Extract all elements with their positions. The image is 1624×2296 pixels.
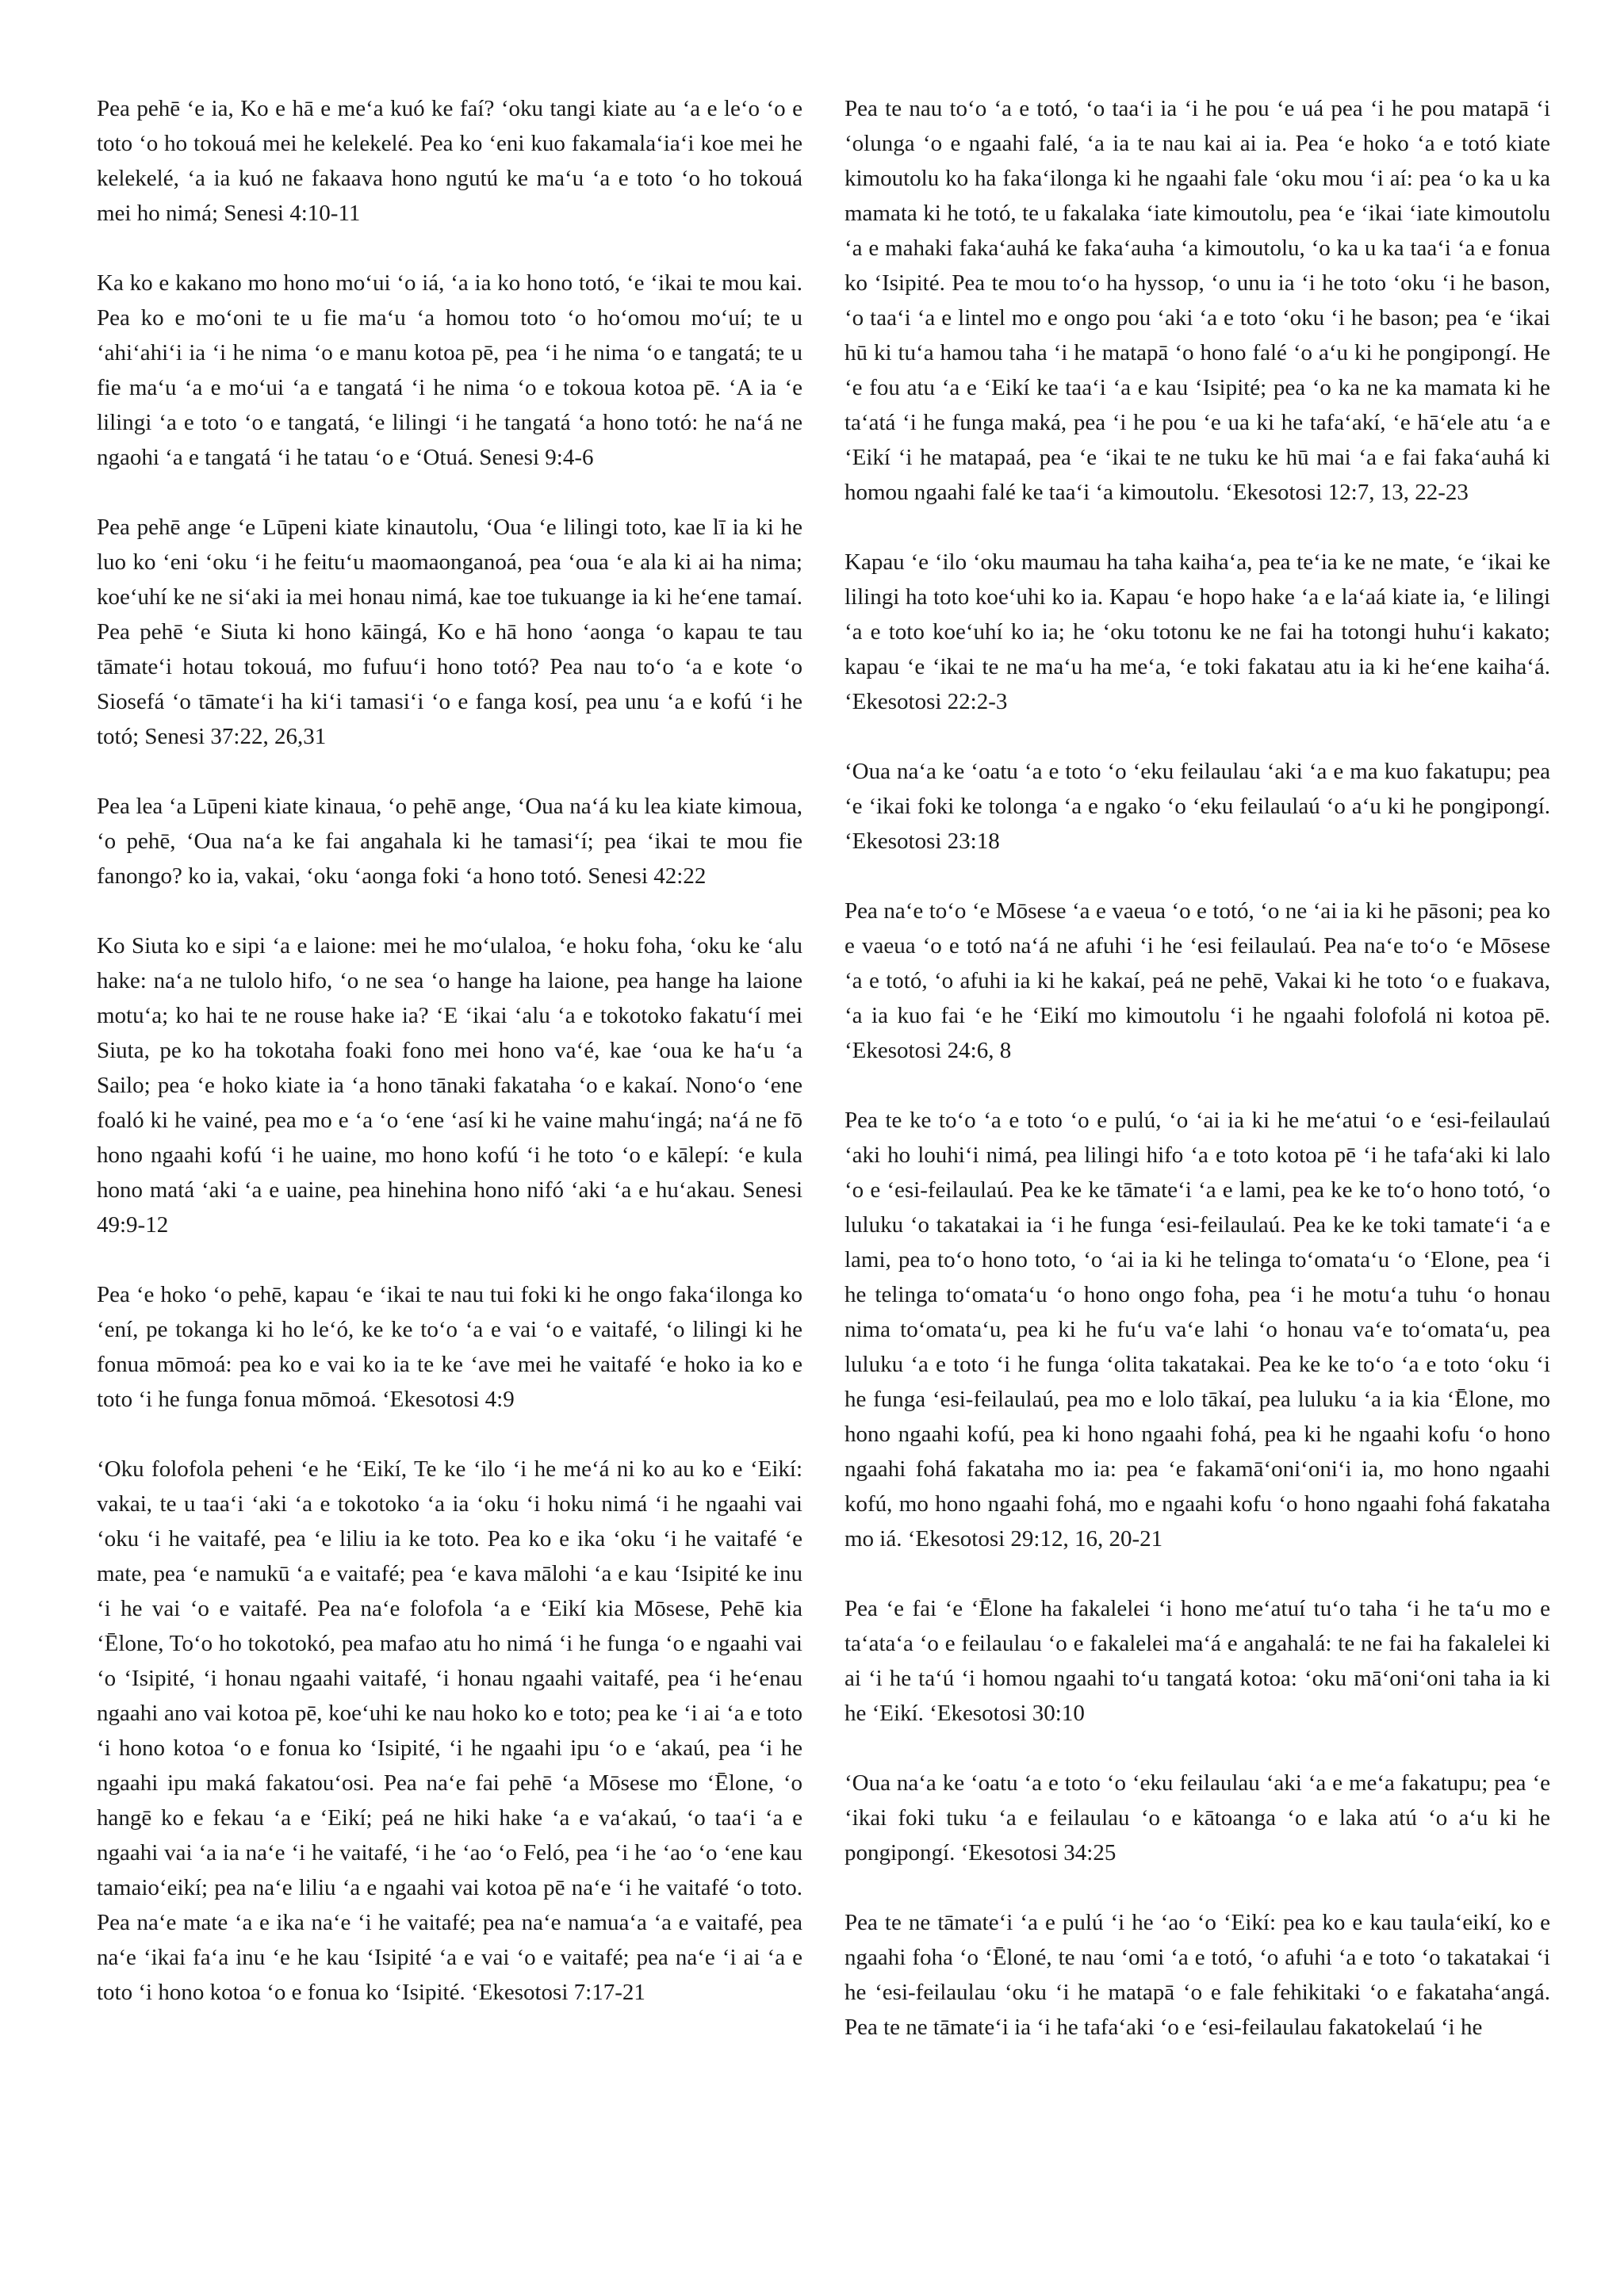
paragraph-exodus-7: ‘Oku folofola peheni ‘e he ‘Eikí, Te ke ‘ilo ‘i he me‘á ni ko au ko e ‘Eikí: vakai, te u taa‘i ‘aki ‘a e tokotoko ‘a ia ‘oku ‘i hoku nimá ‘i he ngaahi vai ‘oku ‘i he vaitafé, pea ‘e liliu ia ke toto. Pea ko e ika ‘oku ‘i he vaitafé ‘e mate, pea ‘e namukū ‘a e vaitafé; pea ‘e kava mālohi ‘a e kau ‘Isipité ke inu ‘i he vai ‘o e vaitafé. Pea na‘e folofola ‘a e ‘Eikí kia Mōsese, Pehē kia ‘Ēlone, To‘o ho tokotokó, pea mafao atu ho nimá ‘i he funga ‘o e ngaahi vai ‘o ‘Isipité, ‘i honau ngaahi vaitafé, ‘i honau ngaahi vaitafé, pea ‘i he‘enau ngaahi ano vai kotoa pē, koe‘uhi ke nau hoko ko e toto; pea ke ‘i ai ‘a e toto ‘i hono kotoa ‘o e fonua ko ‘Isipité, ‘i he ngaahi ipu ‘o e ‘akaú, pea ‘i he ngaahi ipu maká fakatou‘osi. Pea na‘e fai pehē ‘a Mōsese mo ‘Ēlone, ‘o hangē ko e fekau ‘a e ‘Eikí; peá ne hiki hake ‘a e va‘akaú, ‘o taa‘i ‘a e ngaahi vai ‘a ia na‘e ‘i he vaitafé, ‘i he ‘ao ‘o Feló, pea ‘i he ‘ao ‘o ‘ene kau tamaio‘eikí; pea na‘e liliu ‘a e ngaahi vai kotoa pē na‘e ‘i he vaitafé ‘o toto. Pea na‘e mate ‘a e ika na‘e ‘i he vaitafé; pea na‘e namua‘a ‘a e vaitafé, pea na‘e ‘ikai fa‘a inu ‘e he kau ‘Isipité ‘a e vai ‘o e vaitafé; pea na‘e ‘i ai ‘a e toto ‘i hono kotoa ‘o e fonua ko ‘Isipité. ‘Ekesotosi 7:17-21: [97, 1456, 802, 2005]
paragraph-genesis-37: Pea pehē ange ‘e Lūpeni kiate kinautolu, ‘Oua ‘e lilingi toto, kae lī ia ki he luo ko ‘eni ‘oku ‘i he feitu‘u maomaonganoá, pea ‘oua ‘e ala ki ai ha nima; koe‘uhí ke ne si‘aki ia mei honau nimá, kae toe tukuange ia ki he‘ene tamaí. Pea pehē ‘e Siuta ki hono kāingá, Ko e hā hono ‘aonga ‘o kapau te tau tāmate‘i hotau tokouá, mo fufuu‘i hono totó? Pea nau to‘o ‘a e kote ‘o Siosefá ‘o tāmate‘i ha ki‘i tamasi‘i ‘o e fanga kosí, pea unu ‘a e kofú ‘i he totó; Senesi 37:22, 26,31: [97, 515, 802, 749]
paragraph-exodus-30: Pea ‘e fai ‘e ‘Ēlone ha fakalelei ‘i hono me‘atuí tu‘o taha ‘i he ta‘u mo e ta‘ata‘a ‘o e feilaulau ‘o e fakalelei ma‘á e angahalá: te ne fai ha fakalelei ki ai ‘i he ta‘ú ‘i homou ngaahi to‘u tangatá kotoa: ‘oku mā‘oni‘oni taha ia ki he ‘Eikí. ‘Ekesotosi 30:10: [845, 1596, 1550, 1726]
paragraph-exodus-12: Pea te nau to‘o ‘a e totó, ‘o taa‘i ia ‘i he pou ‘e uá pea ‘i he pou matapā ‘i ‘olunga ‘o e ngaahi falé, ‘a ia te nau kai ai ia. Pea ‘e hoko ‘a e totó kiate kimoutolu ko ha faka‘ilonga ki he ngaahi fale ‘oku mou ‘i aí: pea ‘o ka u ka mamata ki he totó, te u fakalaka ‘iate kimoutolu, pea ‘e ‘ikai ‘iate kimoutolu ‘a e mahaki faka‘auhá ke faka‘auha ‘a kimoutolu, ‘o ka u ka taa‘i ‘a e fonua ko ‘Isipité. Pea te mou to‘o ha hyssop, ‘o unu ia ‘i he toto ‘oku ‘i he bason, ‘o taa‘i ‘a e lintel mo e ongo pou ‘aki ‘a e toto ‘oku ‘i he bason; pea ‘e ‘ikai hū ki tu‘a hamou taha ‘i he matapā ‘o hono falé ‘o a‘u ki he pongipongí. He ‘e fou atu ‘a e ‘Eikí ke taa‘i ‘a e kau ‘Isipité; pea ‘o ka ne ka mamata ki he ta‘atá ‘i he funga maká, pea ‘i he pou ‘e ua ki he tafa‘akí, ‘e hā‘ele atu ‘a e ‘Eikí ‘i he matapaá, pea ‘e ‘ikai te ne tuku ke hū mai ‘a e fai faka‘auhá ki homou ngaahi falé ke taa‘i ‘a kimoutolu. ‘Ekesotosi 12:7, 13, 22-23: [845, 96, 1550, 505]
paragraph-exodus-23: ‘Oua na‘a ke ‘oatu ‘a e toto ‘o ‘eku feilaulau ‘aki ‘a e ma kuo fakatupu; pea ‘e ‘ikai foki ke tolonga ‘a e ngako ‘o ‘eku feilaulaú ‘o a‘u ki he pongipongí. ‘Ekesotosi 23:18: [845, 759, 1550, 854]
paragraph-genesis-9: Ka ko e kakano mo hono mo‘ui ‘o iá, ‘a ia ko hono totó, ‘e ‘ikai te mou kai. Pea ko e mo‘oni te u fie ma‘u ‘a homou toto ‘o ho‘omou mo‘uí; te u ‘ahi‘ahi‘i ia ‘i he nima ‘o e manu kotoa pē, pea ‘i he nima ‘o e tangatá; te u fie ma‘u ‘a e mo‘ui ‘a e tangatá ‘i he nima ‘o e tokoua kotoa pē. ‘A ia ‘e lilingi ‘a e toto ‘o e tangatá, ‘e lilingi ‘i he tangatá ‘a hono totó: he na‘á ne ngaohi ‘a e tangatá ‘i he tatau ‘o e ‘Otuá. Senesi 9:4-6: [97, 270, 802, 470]
paragraph-genesis-42: Pea lea ‘a Lūpeni kiate kinaua, ‘o pehē ange, ‘Oua na‘á ku lea kiate kimoua, ‘o pehē, ‘Oua na‘a ke fai angahala ki he tamasi‘í; pea ‘ikai te mou fie fanongo? ko ia, vakai, ‘oku ‘aonga foki ‘a hono totó. Senesi 42:22: [97, 794, 802, 889]
paragraph-exodus-4: Pea ‘e hoko ‘o pehē, kapau ‘e ‘ikai te nau tui foki ki he ongo faka‘ilonga ko ‘ení, pe tokanga ki ho le‘ó, ke ke to‘o ‘a e vai ‘o e vaitafé, ‘o lilingi ki he fonua mōmoá: pea ko e vai ko ia te ke ‘ave mei he vaitafé ‘e hoko ia ko e toto ‘i he funga fonua mōmoá. ‘Ekesotosi 4:9: [97, 1282, 802, 1412]
paragraph-exodus-29: Pea te ke to‘o ‘a e toto ‘o e pulú, ‘o ‘ai ia ki he me‘atui ‘o e ‘esi-feilaulaú ‘aki ho louhi‘i nimá, pea lilingi hifo ‘a e toto kotoa pē ‘i he tafa‘aki ki lalo ‘o e ‘esi-feilaulaú. Pea ke ke tāmate‘i ‘a e lami, pea ke ke to‘o hono totó, ‘o luluku ‘o takatakai ia ‘i he funga ‘esi-feilaulaú. Pea ke ke toki tamate‘i ‘a e lami, pea to‘o hono toto, ‘o ‘ai ia ki he telinga to‘omata‘u ‘o ‘Elone, pea ‘i he telinga to‘omata‘u ‘o hono ongo foha, pea ‘i he motu‘a tuhu ‘o honau nima to‘omata‘u, pea ki he fu‘u va‘e lahi ‘o honau va‘e to‘omata‘u, pea luluku ‘a e toto ‘i he funga ‘olita takatakai. Pea ke ke to‘o ‘a e toto ‘oku ‘i he funga ‘esi-feilaulaú, pea mo e lolo tākaí, pea luluku ‘a ia kia ‘Ēlone, mo hono ngaahi kofú, pea ki hono ngaahi fohá, pea ki he ngaahi kofu ‘o hono ngaahi fohá fakataha mo ia: pea ‘e fakamā‘oni‘oni‘i ia, mo hono ngaahi kofú, mo hono ngaahi fohá, mo e ngaahi kofu ‘o hono ngaahi fohá fakataha mo iá. ‘Ekesotosi 29:12, 16, 20-21: [845, 1108, 1550, 1552]
paragraph-exodus-34: ‘Oua na‘a ke ‘oatu ‘a e toto ‘o ‘eku feilaulau ‘aki ‘a e me‘a fakatupu; pea ‘e ‘ikai foki tuku ‘a e feilaulau ‘o e kātoanga ‘o e laka atú ‘o a‘u ki he pongipongí. ‘Ekesotosi 34:25: [845, 1770, 1550, 1866]
paragraph-exodus-24: Pea na‘e to‘o ‘e Mōsese ‘a e vaeua ‘o e totó, ‘o ne ‘ai ia ki he pāsoni; pea ko e vaeua ‘o e totó na‘á ne afuhi ‘i he ‘esi feilaulaú. Pea na‘e to‘o ‘e Mōsese ‘a e totó, ‘o afuhi ia ki he kakaí, peá ne pehē, Vakai ki he toto ‘o e fuakava, ‘a ia kuo fai ‘e he ‘Eikí mo kimoutolu ‘i he ngaahi folofolá ni kotoa pē. ‘Ekesotosi 24:6, 8: [845, 898, 1550, 1063]
paragraph-exodus-22: Kapau ‘e ‘ilo ‘oku maumau ha taha kaiha‘a, pea te‘ia ke ne mate, ‘e ‘ikai ke lilingi ha toto koe‘uhi ko ia. Kapau ‘e hopo hake ‘a e la‘aá kiate ia, ‘e lilingi ‘a e toto koe‘uhí ko ia; he ‘oku totonu ke ne fai ha totongi huhu‘i kakato; kapau ‘e ‘ikai te ne ma‘u ha me‘a, ‘e toki fakatau atu ia ki he‘ene kaiha‘á. ‘Ekesotosi 22:2-3: [845, 549, 1550, 714]
right-column: [845, 91, 1550, 2080]
left-column: [97, 91, 802, 2045]
paragraph-genesis-49: Ko Siuta ko e sipi ‘a e laione: mei he mo‘ulaloa, ‘e hoku foha, ‘oku ke ‘alu hake: na‘a ne tulolo hifo, ‘o ne sea ‘o hange ha laione, pea hange ha laione motu‘a; ko hai te ne rouse hake ia? ‘E ‘ikai ‘alu ‘a e tokotoko fakatu‘í mei Siuta, pe ko ha tokotaha foaki fono mei hono va‘é, kae ‘oua ke ha‘u ‘a Sailo; pea ‘e hoko kiate ia ‘a hono tānaki fakataha ‘o e kakaí. Nono‘o ‘ene foaló ki he vainé, pea mo e ‘a ‘o ‘ene ‘así ki he vaine mahu‘ingá; na‘á ne fō hono ngaahi kofú ‘i he uaine, mo hono kofú ‘i he toto ‘o e kālepí: ‘e kula hono matá ‘aki ‘a e uaine, pea hinehina hono nifó ‘aki ‘a e hu‘akau. Senesi 49:9-12: [97, 933, 802, 1238]
paragraph-continued: Pea te ne tāmate‘i ‘a e pulú ‘i he ‘ao ‘o ‘Eikí: pea ko e kau taula‘eikí, ko e ngaahi foha ‘o ‘Ēloné, te nau ‘omi ‘a e totó, ‘o afuhi ‘a e toto ‘o takatakai ‘i he ‘esi-feilaulau ‘oku ‘i he matapā ‘o e fale fehikitaki ‘o e fakataha‘angá. Pea te ne tāmate‘i ia ‘i he tafa‘aki ‘o e ‘esi-feilaulau fakatokelaú ‘i he: [845, 1910, 1550, 2040]
paragraph-genesis-4: Pea pehē ‘e ia, Ko e hā e me‘a kuó ke faí? ‘oku tangi kiate au ‘a e le‘o ‘o e toto ‘o ho tokouá mei he kelekelé. Pea ko ‘eni kuo fakamala‘ia‘i koe mei he kelekelé, ‘a ia kuó ne fakaava hono ngutú ke ma‘u ‘a e toto ‘o ho tokouá mei ho nimá; Senesi 4:10-11: [97, 96, 802, 226]
